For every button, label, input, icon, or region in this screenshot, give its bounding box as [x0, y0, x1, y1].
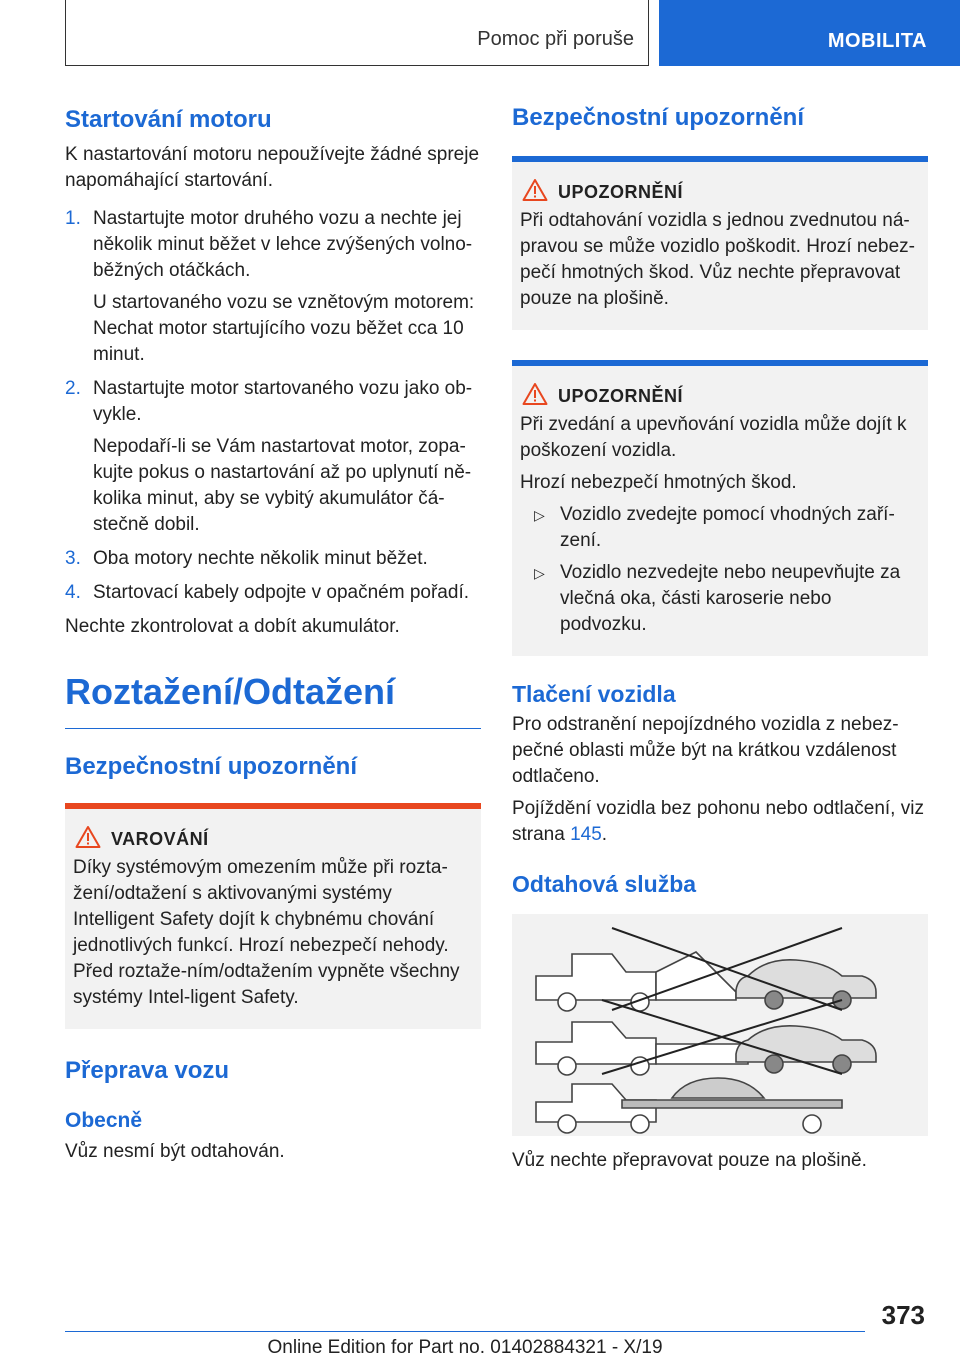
right-column [512, 100, 928, 1174]
step-item [65, 546, 481, 572]
pushing-title: Tlačení vozidla [512, 681, 676, 707]
step-extra: U startovaného vozu se vznětovým motorem: Nechat motor startujícího vozu běžet cca 10 minut. [93, 292, 475, 365]
notice-text: Hrozí nebezpečí hmotných škod. [520, 472, 797, 493]
header-section-box [65, 0, 649, 66]
step-extra: Nepodaří-li se Vám nastartovat motor, zopa‐kujte pokus o nastartování až po uplynutí ně‐kolika minut, aby se vybitý akumulátor čá‐stečně dobil. [93, 436, 472, 535]
page-number: 373 [881, 1300, 925, 1330]
step-item [65, 376, 481, 538]
list-item [520, 502, 920, 554]
notice-label: UPOZORNĚNÍ [558, 386, 684, 406]
step-text: Nastartujte motor druhého vozu a nechte jej několik minut běžet v lehce zvýšených volno‐běžných otáčkách. [93, 208, 473, 281]
notice-box-2 [512, 360, 928, 656]
step-text: Startovací kabely odpojte v opačném pořadí. [93, 582, 470, 603]
header-chapter-tab [659, 0, 960, 66]
footer-edition: Online Edition for Part no. 01402884321 - X/19 [267, 1337, 663, 1358]
warning-box [65, 803, 481, 1029]
list-item [520, 560, 920, 638]
notice-label: UPOZORNĚNÍ [558, 182, 684, 202]
step-number: 1. [65, 208, 81, 229]
step-text: Nastartujte motor startovaného vozu jako ob‐vykle. [93, 378, 473, 425]
step-number: 3. [65, 548, 81, 569]
footer-divider [65, 1331, 865, 1332]
safety-title-left: Bezpečnostní upozornění [65, 753, 358, 780]
bullet-text: Vozidlo nezvedejte nebo neupevňujte za vlečná oka, části karoserie nebo podvozku. [560, 562, 901, 635]
bullet-text: Vozidlo zvedejte pomocí vhodných zaří‐zení. [560, 504, 895, 551]
step-number: 2. [65, 378, 81, 399]
notice-header [520, 384, 920, 408]
pushing-reference [512, 796, 928, 848]
triangle-bullet-icon: ▷ [534, 565, 545, 581]
chapter-title: Roztažení/Odtažení [65, 670, 481, 729]
transport-title: Přeprava vozu [65, 1057, 230, 1084]
general-title: Obecně [65, 1109, 143, 1132]
notice-text: Při odtahování vozidla s jednou zvednutou ná‐pravou se může vozidlo poškodit. Hrozí nebez‐pečí hmotných škod. Vůz nechte přepravovat pouze na plošině. [520, 210, 915, 309]
warning-label: VAROVÁNÍ [111, 829, 209, 849]
pushing-ref-prefix: Pojíždění vozidla bez pohonu nebo odtlačení, viz strana [512, 798, 924, 845]
start-engine-intro: K nastartování motoru nepoužívejte žádné spreje napomáhající startování. [65, 144, 480, 191]
left-column [65, 100, 481, 1165]
warning-triangle-icon [522, 382, 548, 406]
header-section-title: Pomoc při poruše [477, 28, 634, 50]
towing-illustration [512, 914, 928, 1136]
car-2 [736, 1026, 876, 1062]
tow-trucks-illustration-icon [512, 914, 928, 1136]
warning-triangle-icon [75, 825, 101, 849]
step-item [65, 206, 481, 368]
start-engine-outro: Nechte zkontrolovat a dobít akumulátor. [65, 616, 400, 637]
header-chapter-label: MOBILITA [827, 29, 927, 52]
start-engine-title: Startování motoru [65, 106, 272, 133]
start-engine-steps [65, 206, 481, 606]
general-text: Vůz nesmí být odtahován. [65, 1141, 285, 1162]
notice-text: Při zvedání a upevňování vozidla může dojít k poškození vozidla. [520, 414, 907, 461]
step-number: 4. [65, 582, 81, 603]
triangle-bullet-icon: ▷ [534, 507, 545, 523]
towing-service-title: Odtahová služba [512, 871, 697, 897]
page-link-145[interactable]: 145 [570, 824, 602, 845]
notice-box-1 [512, 156, 928, 330]
notice-header [520, 180, 920, 204]
step-text: Oba motory nechte několik minut běžet. [93, 548, 428, 569]
pushing-text: Pro odstranění nepojízdného vozidla z nebez‐pečné oblasti může být na krátkou vzdálenost odtlačeno. [512, 714, 899, 787]
safety-title-right: Bezpečnostní upozornění [512, 104, 805, 131]
pushing-ref-suffix: . [601, 824, 608, 845]
step-item [65, 580, 481, 606]
warning-header [73, 827, 473, 851]
notice-bullets [520, 502, 920, 638]
figure-caption: Vůz nechte přepravovat pouze na plošině. [512, 1150, 867, 1171]
car-3-on-flatbed [672, 1078, 764, 1098]
warning-text: Díky systémovým omezením může při rozta‐žení/odtažení s aktivovanými systémy Intelligent Safety dojít k chybnému chování jednotlivých funkcí. Hrozí nebezpečí nehody. Před roztaže‐ním/odtažením vypněte všechny systémy Intel‐ligent Safety. [73, 857, 460, 1008]
warning-triangle-icon [522, 178, 548, 202]
